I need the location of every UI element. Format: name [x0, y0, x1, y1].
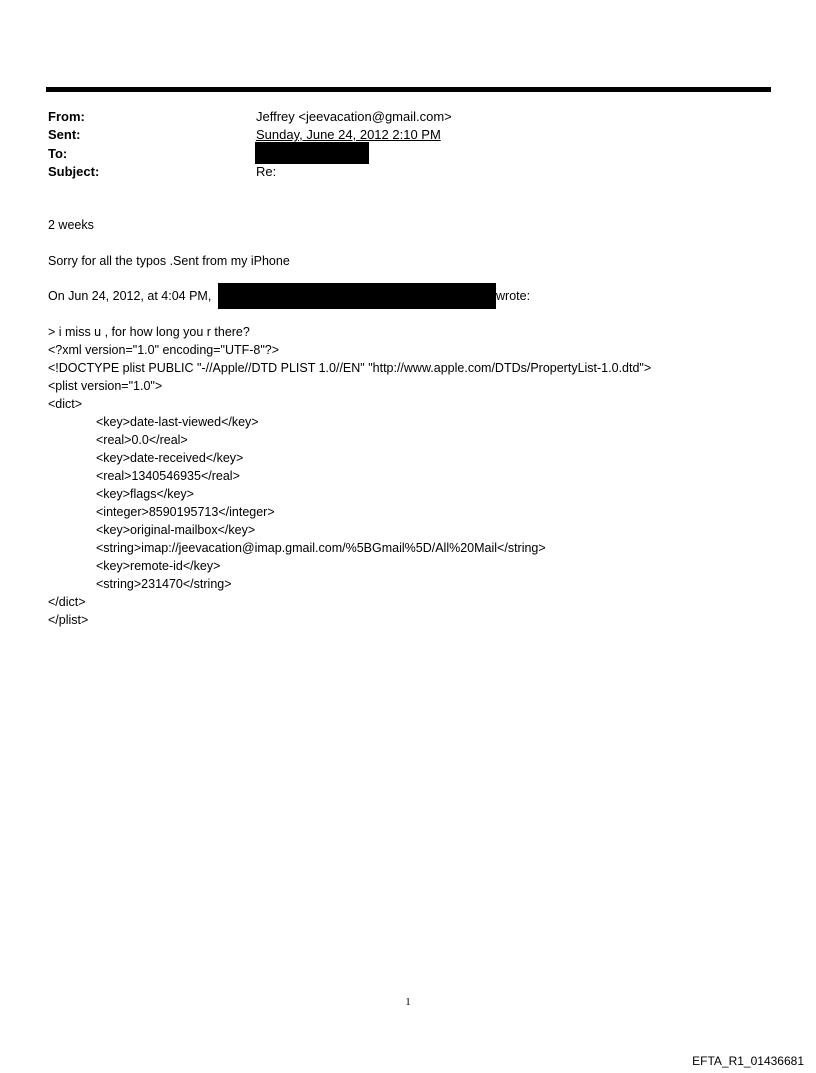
plist-line: <string>imap://jeevacation@imap.gmail.com/%5BGmail%5D/All%20Mail</string>: [96, 541, 546, 555]
plist-line: <integer>8590195713</integer>: [96, 505, 275, 519]
header-rule: [46, 87, 771, 92]
sender-redaction: [218, 283, 496, 309]
quote-intro-suffix: wrote:: [496, 289, 531, 303]
from-label: From:: [48, 109, 85, 124]
to-label: To:: [48, 146, 68, 161]
sent-value: Sunday, June 24, 2012 2:10 PM: [256, 127, 441, 142]
dict-open: <dict>: [48, 397, 83, 411]
dict-close: </dict>: [48, 595, 86, 609]
xml-declaration: <?xml version="1.0" encoding="UTF-8"?>: [48, 343, 280, 357]
sent-label: Sent:: [48, 127, 81, 142]
to-redaction: [255, 142, 369, 164]
subject-value: Re:: [256, 164, 277, 179]
plist-open: <plist version="1.0">: [48, 379, 163, 393]
bates-number: EFTA_R1_01436681: [692, 1054, 804, 1068]
quoted-message: > i miss u , for how long you r there?: [48, 325, 250, 339]
signature-text: Sorry for all the typos .Sent from my iPhone: [48, 254, 290, 268]
from-value: Jeffrey <jeevacation@gmail.com>: [256, 109, 452, 124]
plist-line: <key>date-last-viewed</key>: [96, 415, 259, 429]
plist-line: <key>remote-id</key>: [96, 559, 221, 573]
subject-label: Subject:: [48, 164, 100, 179]
plist-line: <real>0.0</real>: [96, 433, 188, 447]
plist-line: <key>date-received</key>: [96, 451, 244, 465]
plist-line: <key>flags</key>: [96, 487, 194, 501]
plist-close: </plist>: [48, 613, 89, 627]
quote-intro-prefix: On Jun 24, 2012, at 4:04 PM,: [48, 289, 212, 303]
plist-line: <real>1340546935</real>: [96, 469, 240, 483]
reply-text: 2 weeks: [48, 218, 94, 232]
plist-line: <string>231470</string>: [96, 577, 232, 591]
page-number: 1: [405, 996, 411, 1008]
plist-line: <key>original-mailbox</key>: [96, 523, 256, 537]
doctype-line: <!DOCTYPE plist PUBLIC "-//Apple//DTD PLIST 1.0//EN" "http://www.apple.com/DTDs/PropertyList-1.0.dtd">: [48, 361, 652, 375]
